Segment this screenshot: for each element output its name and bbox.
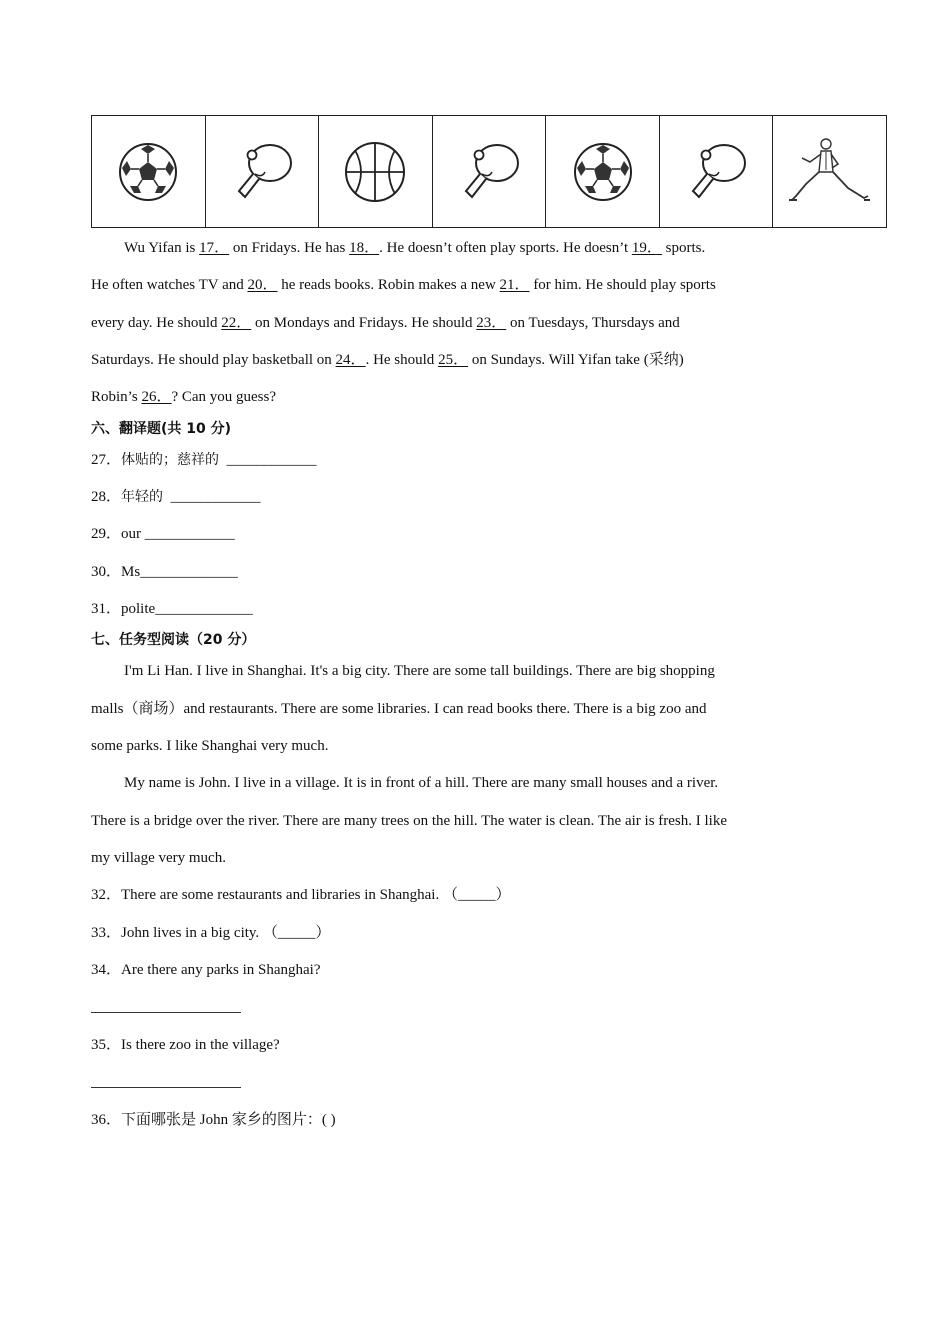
passage-1-line-1: I'm Li Han. I live in Shanghai. It's a big city. There are some tall buildings. There are big shopping [124, 663, 715, 679]
cloze-text: for him. He should play sports [529, 277, 716, 293]
blank-24[interactable]: 24． [335, 352, 366, 368]
picture-cell [546, 116, 660, 227]
question-text: 体贴的；慈祥的 [121, 452, 220, 468]
question-number: 28． [91, 489, 122, 505]
blank-17[interactable]: 17． [199, 240, 230, 256]
cloze-line-2 [91, 275, 716, 295]
picture-cell [206, 116, 320, 227]
question-text: Ms [121, 564, 141, 580]
ping-pong-paddle-icon [683, 141, 749, 203]
blank-21[interactable]: 21． [499, 277, 530, 293]
answer-blank[interactable]: _____________ [155, 601, 253, 617]
question-text: polite [121, 601, 156, 617]
cloze-line-4 [91, 350, 684, 370]
passage-2-line-2: There is a bridge over the river. There are many trees on the hill. The water is clean. The air is fresh. I like [91, 813, 728, 829]
passage-1-line-3: some parks. I like Shanghai very much. [91, 738, 329, 754]
cloze-text: . He doesn’t often play sports. He doesn’t [379, 240, 632, 256]
answer-blank[interactable]: _____________ [140, 564, 238, 580]
answer-blank[interactable]: ____________ [170, 489, 261, 505]
picture-cell [92, 116, 206, 227]
question-number: 30． [91, 564, 122, 580]
question-number: 27． [91, 452, 122, 468]
soccer-ball-icon [117, 141, 179, 203]
question-text: 年轻的 [121, 489, 164, 505]
cloze-text: on Sundays. Will Yifan take (采纳) [468, 352, 684, 368]
question-36: 36．下面哪张是 John 家乡的图片：( ) [91, 1112, 336, 1128]
cloze-text: on Fridays. He has [229, 240, 350, 256]
cloze-text: Saturdays. He should play basketball on [91, 352, 336, 368]
cloze-text: Wu Yifan is [124, 240, 200, 256]
question-32: 32．There are some restaurants and libraries in Shanghai. （_____） [91, 887, 511, 903]
blank-19[interactable]: 19． [631, 240, 662, 256]
answer-blank[interactable]: ____________ [144, 526, 235, 542]
blank-22[interactable]: 22． [221, 315, 252, 331]
answer-blank[interactable]: ____________ [226, 452, 317, 468]
basketball-icon [343, 140, 407, 204]
cloze-text: on Mondays and Fridays. He should [251, 315, 477, 331]
blank-18[interactable]: 18． [349, 240, 380, 256]
section-6-title: 六、翻译题(共 10 分) [91, 421, 232, 437]
ping-pong-paddle-icon [229, 141, 295, 203]
answer-line-34[interactable] [91, 1012, 241, 1013]
cloze-text: ? Can you guess? [171, 389, 277, 405]
cloze-text: on Tuesdays, Thursdays and [506, 315, 680, 331]
translate-item-28 [91, 487, 261, 507]
cloze-line-3 [91, 313, 680, 333]
blank-20[interactable]: 20． [247, 277, 278, 293]
cloze-text: . He should [365, 352, 439, 368]
passage-1-line-2: malls（商场）and restaurants. There are some libraries. I can read books there. There is a big zoo and [91, 701, 707, 717]
question-text: our [121, 526, 142, 542]
question-34: 34．Are there any parks in Shanghai? [91, 962, 321, 978]
translate-item-29 [91, 524, 235, 544]
cloze-text: every day. He should [91, 315, 222, 331]
blank-23[interactable]: 23． [476, 315, 507, 331]
question-number: 31． [91, 601, 122, 617]
ping-pong-paddle-icon [456, 141, 522, 203]
question-35: 35．Is there zoo in the village? [91, 1037, 280, 1053]
translate-item-30 [91, 562, 238, 582]
passage-2-line-3: my village very much. [91, 850, 226, 866]
cloze-text: Robin’s [91, 389, 142, 405]
translate-item-27 [91, 450, 317, 470]
section-7-title: 七、任务型阅读（20 分） [91, 632, 256, 648]
blank-25[interactable]: 25． [438, 352, 469, 368]
cloze-text: He often watches TV and [91, 277, 248, 293]
picture-schedule-table [91, 115, 887, 228]
picture-cell [660, 116, 774, 227]
picture-cell [433, 116, 547, 227]
cloze-text: he reads books. Robin makes a new [277, 277, 500, 293]
cloze-line-5 [91, 387, 276, 407]
cloze-line-1 [124, 238, 705, 258]
picture-cell [773, 116, 886, 227]
translate-item-31 [91, 599, 253, 619]
passage-2-line-1: My name is John. I live in a village. It is in front of a hill. There are many small houses and a river. [124, 775, 719, 791]
answer-line-35[interactable] [91, 1087, 241, 1088]
question-33: 33．John lives in a big city. （_____） [91, 925, 331, 941]
picture-cell [319, 116, 433, 227]
kungfu-figure-icon [788, 134, 872, 210]
blank-26[interactable]: 26． [141, 389, 172, 405]
soccer-ball-icon [572, 141, 634, 203]
cloze-text: sports. [661, 240, 706, 256]
question-number: 29． [91, 526, 122, 542]
